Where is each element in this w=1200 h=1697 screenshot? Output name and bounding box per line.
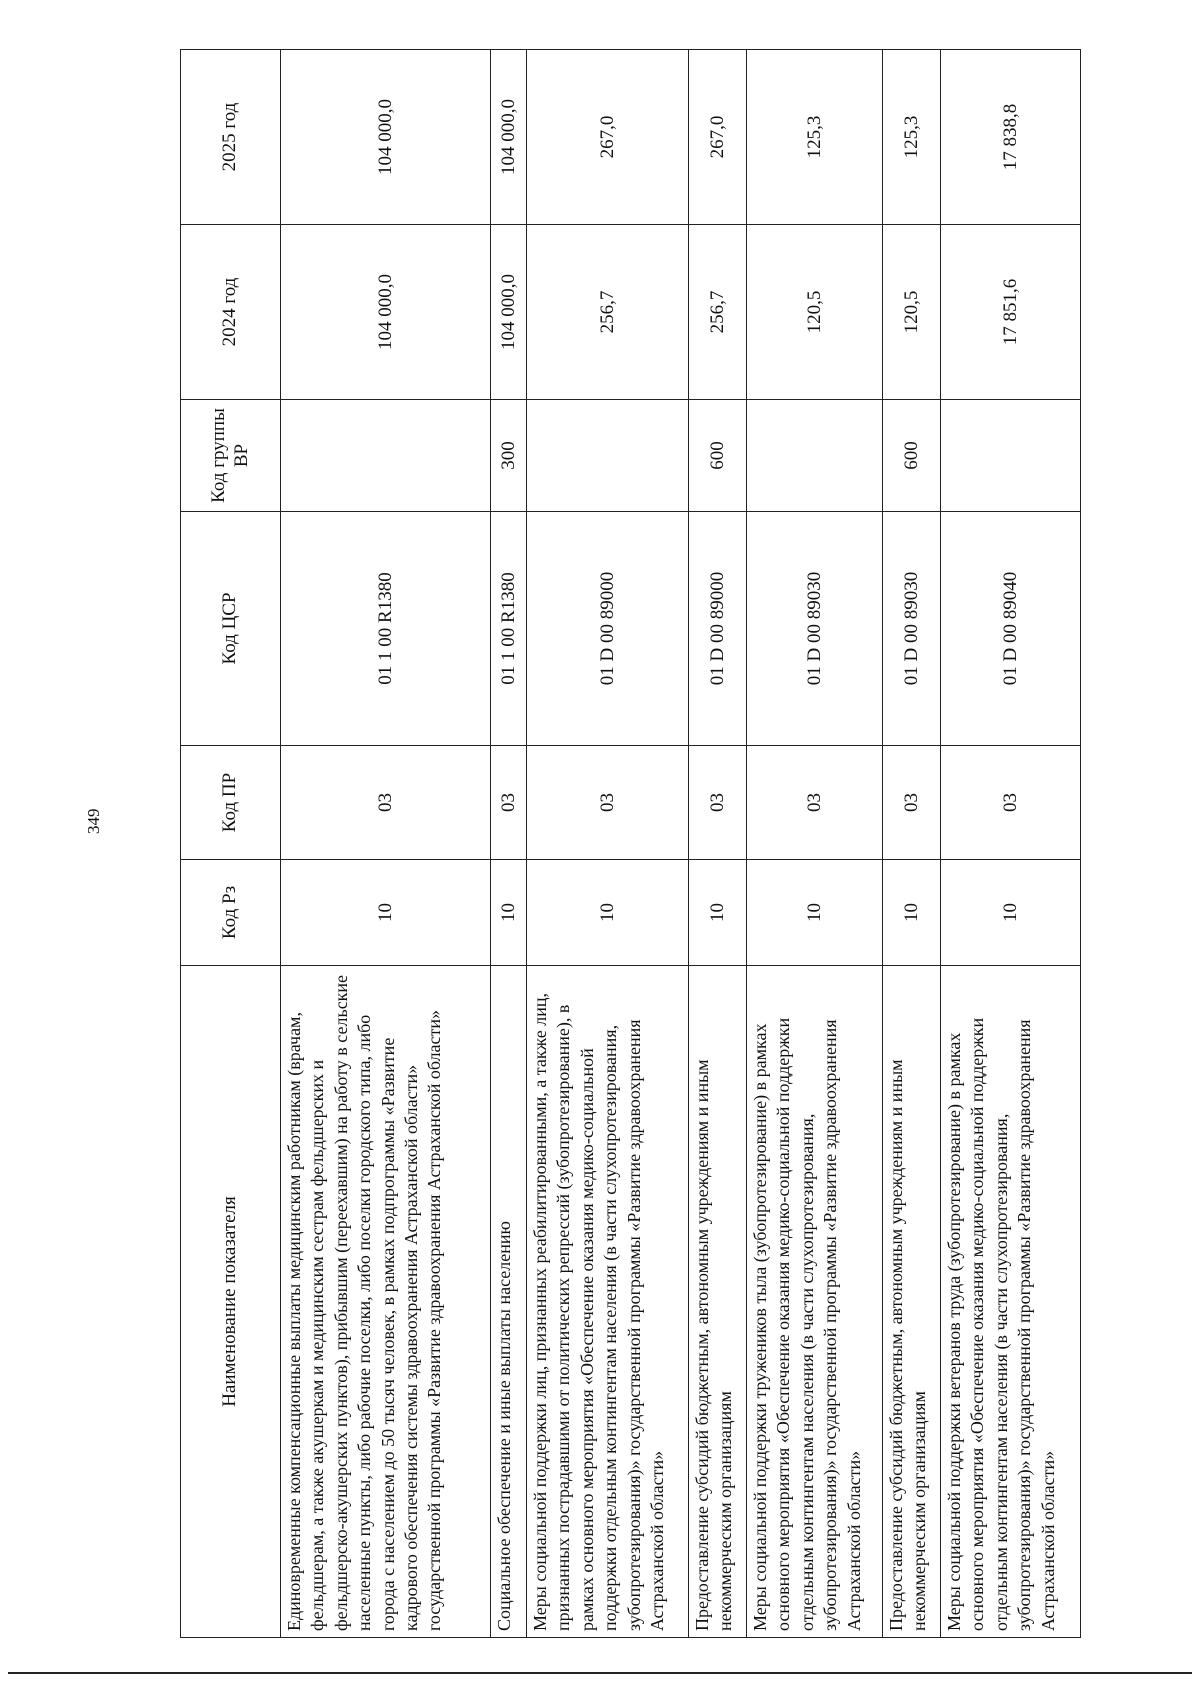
row-2025: 267,0 <box>689 50 747 225</box>
row-csr: 01 D 00 89040 <box>941 512 1081 746</box>
row-vr: 600 <box>689 400 747 512</box>
row-vr: 300 <box>491 400 527 512</box>
table-row <box>491 50 527 1638</box>
table-row <box>883 50 941 1638</box>
row-rz: 10 <box>281 860 491 966</box>
row-rz: 10 <box>747 860 883 966</box>
row-2024: 120,5 <box>883 225 941 400</box>
row-2024: 104 000,0 <box>281 225 491 400</box>
row-vr <box>747 400 883 512</box>
header-pr: Код ПР <box>181 746 281 860</box>
row-pr: 03 <box>883 746 941 860</box>
row-csr: 01 1 00 R1380 <box>491 512 527 746</box>
row-rz: 10 <box>491 860 527 966</box>
row-rz: 10 <box>941 860 1081 966</box>
row-2024: 17 851,6 <box>941 225 1081 400</box>
row-name: Меры социальной поддержки ветеранов труда (зубопротезирование) в рамках основного мероприятия «Обеспечение оказания медико-социальной поддержки отдельным контингентам населения (в части слухопротезирования, зубопротезирования)» государственной программы «Развитие здравоохранения Астраханской области» <box>941 966 1081 1638</box>
row-pr: 03 <box>491 746 527 860</box>
row-csr: 01 D 00 89000 <box>527 512 689 746</box>
row-2025: 125,3 <box>883 50 941 225</box>
bottom-rule <box>8 1672 1192 1674</box>
row-csr: 01 D 00 89030 <box>747 512 883 746</box>
page-number: 349 <box>84 808 103 834</box>
header-name: Наименование показателя <box>181 966 281 1638</box>
budget-table <box>180 49 1081 1638</box>
header-vr: Код группы ВР <box>181 400 281 512</box>
header-csr: Код ЦСР <box>181 512 281 746</box>
row-vr <box>527 400 689 512</box>
header-2025: 2025 год <box>181 50 281 225</box>
row-csr: 01 D 00 89000 <box>689 512 747 746</box>
row-vr: 600 <box>883 400 941 512</box>
header-rz: Код Рз <box>181 860 281 966</box>
row-2024: 104 000,0 <box>491 225 527 400</box>
row-name: Предоставление субсидий бюджетным, автономным учреждениям и иным некоммерческим организациям <box>689 966 747 1638</box>
row-2025: 17 838,8 <box>941 50 1081 225</box>
row-pr: 03 <box>527 746 689 860</box>
row-2025: 104 000,0 <box>281 50 491 225</box>
row-name: Меры социальной поддержки тружеников тыла (зубопротезирование) в рамках основного мероприятия «Обеспечение оказания медико-социальной поддержки отдельным контингентам населения (в части слухопротезирования, зубопротезирования)» государственной программы «Развитие здравоохранения Астраханской области» <box>747 966 883 1638</box>
header-2024: 2024 год <box>181 225 281 400</box>
table-row <box>281 50 491 1638</box>
row-pr: 03 <box>689 746 747 860</box>
row-csr: 01 D 00 89030 <box>883 512 941 746</box>
table-row <box>689 50 747 1638</box>
table-row <box>747 50 883 1638</box>
row-2024: 256,7 <box>527 225 689 400</box>
table-header-row <box>181 50 281 1638</box>
row-rz: 10 <box>689 860 747 966</box>
table-row <box>527 50 689 1638</box>
row-name: Социальное обеспечение и иные выплаты населению <box>491 966 527 1638</box>
row-rz: 10 <box>527 860 689 966</box>
row-rz: 10 <box>883 860 941 966</box>
row-vr <box>281 400 491 512</box>
row-csr: 01 1 00 R1380 <box>281 512 491 746</box>
row-pr: 03 <box>281 746 491 860</box>
row-vr <box>941 400 1081 512</box>
row-2025: 267,0 <box>527 50 689 225</box>
row-2025: 104 000,0 <box>491 50 527 225</box>
table-row <box>941 50 1081 1638</box>
row-name: Меры социальной поддержки лиц, признанных реабилитированными, а также лиц, признанных пострадавшими от политических репрессий (зубопротезирование), в рамках основного мероприятия «Обеспечение оказания медико-социальной поддержки отдельным контингентам населения (в части слухопротезирования, зубопротезирования)» государственной программы «Развитие здравоохранения Астраханской области» <box>527 966 689 1638</box>
row-name: Единовременные компенсационные выплаты медицинским работникам (врачам, фельдшерам, а также акушеркам и медицинским сестрам фельдшерских и фельдшерско-акушерских пунктов), прибывшим (переехавшим) на работу в сельские населенные пункты, либо рабочие поселки, либо поселки городского типа, либо города с населением до 50 тысяч человек, в рамках подпрограммы «Развитие кадрового обеспечения системы здравоохранения Астраханской области» государственной программы «Развитие здравоохранения Астраханской области» <box>281 966 491 1638</box>
row-2024: 256,7 <box>689 225 747 400</box>
row-pr: 03 <box>747 746 883 860</box>
row-2025: 125,3 <box>747 50 883 225</box>
budget-table-container <box>180 50 1080 1638</box>
row-2024: 120,5 <box>747 225 883 400</box>
row-pr: 03 <box>941 746 1081 860</box>
row-name: Предоставление субсидий бюджетным, автономным учреждениям и иным некоммерческим организациям <box>883 966 941 1638</box>
